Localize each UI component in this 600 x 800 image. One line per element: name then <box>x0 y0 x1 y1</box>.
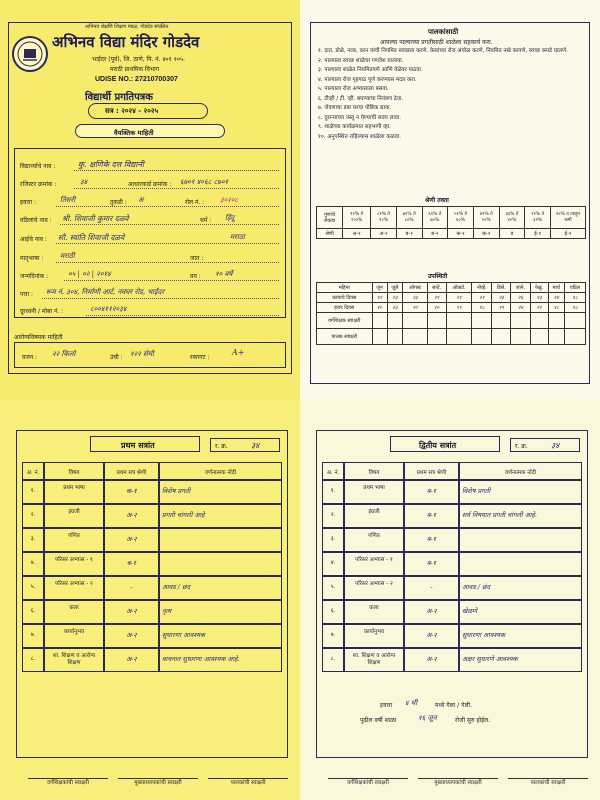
next-suffix: रोजी सुरु होईल. <box>455 717 491 724</box>
sem2-reg-box <box>510 438 580 452</box>
sem2-header-cell: विषय <box>344 462 404 480</box>
sem2-signatures <box>316 762 588 792</box>
sign-cell <box>492 313 511 329</box>
attendance-table <box>316 282 586 345</box>
sem2-signature-label: वर्गशिक्षकांची स्वाक्षरी <box>328 778 408 787</box>
rule-item: ३. पाल्याला शाळेत नियमितपणे आणि वेळेवर पाठवा. <box>318 67 423 73</box>
sem2-row-number: ४. <box>322 552 344 576</box>
rule-item: ९. शाळेच्या कार्यक्रमात सहभागी व्हा. <box>318 124 391 130</box>
month-header: जून <box>372 283 387 293</box>
grade-cell: ब-१ <box>396 229 422 239</box>
grade-cell: अ-१ <box>343 229 371 239</box>
sign-cell <box>548 313 564 329</box>
roll-value: ३०२०८ <box>220 196 239 204</box>
underline <box>74 188 279 189</box>
underline <box>56 243 279 244</box>
grade-row-label: गुणांचे शेकडा <box>317 207 343 229</box>
rule-item: ८. दुसऱ्याच्या वस्तू न घेण्याची सवय लावा. <box>318 114 401 121</box>
sem2-grade-cell: अ-२ <box>404 648 459 672</box>
health-title: आरोग्यविषयक माहिती <box>14 334 63 341</box>
sem2-note-cell <box>459 552 582 576</box>
grade-cell: ई-१ <box>525 229 551 239</box>
sign-cell <box>372 329 387 345</box>
sem1-grade-cell: अ-२ <box>104 648 159 672</box>
sem1-title-box <box>90 436 200 452</box>
working-days-cell: १८ <box>564 293 585 303</box>
sem1-subject-cell: कार्यानुभव <box>44 624 104 648</box>
sem1-grade-cell: क-१ <box>104 480 159 504</box>
sign-cell <box>564 329 585 345</box>
sem1-row-number: ५. <box>22 576 44 600</box>
grade-cell: क-२ <box>473 229 499 239</box>
sem2-subject-cell: शा. शिक्षण व आरोग्य शिक्षण <box>344 648 404 672</box>
sem1-note-cell: वाचनात सुधारणा आवश्यक आहे. <box>159 648 282 672</box>
label-father: वडिलांचे नाव : <box>20 217 52 224</box>
grade-cell: क-१ <box>448 229 474 239</box>
parents-subtitle: आपल्या पाल्याच्या प्रगतीसाठी शाळेला सहकार्य करा. <box>380 39 493 46</box>
dob-value: ०५ | ०२ | २०१४ <box>68 270 111 278</box>
month-header: सप्टें. <box>427 283 446 293</box>
sem1-grade-cell: अ-२ <box>104 600 159 624</box>
grade-cell: ई-२ <box>550 229 585 239</box>
sem1-note-cell: विशेष प्रगती <box>159 480 282 504</box>
month-header: महिना <box>317 283 373 293</box>
sem1-title: प्रथम सत्रांत <box>121 441 155 450</box>
sem2-signature-label: पालकांची स्वाक्षरी <box>508 778 588 787</box>
month-header: ऑगस्ट <box>403 283 427 293</box>
grade-range-cell: २०% व त्याहून कमी <box>550 207 585 229</box>
sem1-reg-label: र. क्र. <box>215 443 228 450</box>
front-page <box>0 0 300 400</box>
sem2-note-cell: सर्व विषयात प्रगती चांगली आहे. <box>459 504 582 528</box>
working-days-cell: १२ <box>372 293 387 303</box>
underline <box>74 170 279 171</box>
present-days-cell: १८ <box>548 303 564 313</box>
promo-prefix: इयत्ता <box>380 702 393 709</box>
sem1-note-cell <box>159 552 282 576</box>
grade-range-cell: २१% ते ३२% <box>525 207 551 229</box>
label-mother-tongue: मातृभाषा : <box>20 255 44 262</box>
sem1-signature-label: वर्गशिक्षकांची स्वाक्षरी <box>28 778 108 787</box>
sign-cell <box>446 329 472 345</box>
month-header: मार्च <box>548 283 564 293</box>
sem1-header-cell: विषय <box>44 462 104 480</box>
sem2-grade-cell: ब-१ <box>404 552 459 576</box>
sign-cell <box>511 313 530 329</box>
rule-item: ७. जेवणाचा डबा घरचा पौष्टिक द्यावा. <box>318 105 392 111</box>
sem2-signature-label: मुख्याध्यापकांची स्वाक्षरी <box>418 778 498 787</box>
sem1-note-cell: आवड / छंद <box>159 576 282 600</box>
grade-cell: ड <box>499 229 525 239</box>
label-division: तुकडी : <box>110 199 127 206</box>
underline <box>56 206 279 207</box>
next-date: १६ जून <box>418 714 437 722</box>
sem1-row-number: ३. <box>22 528 44 552</box>
sem2-row-number: ६. <box>322 600 344 624</box>
label-roll: रोल नं. : <box>185 199 205 206</box>
grade-range-cell: ८१% ते ९०% <box>371 207 397 229</box>
label-caste: जात : <box>190 255 204 262</box>
weight-value: २२ किलो <box>52 350 76 358</box>
row-label: कामाचे दिवस <box>317 293 373 303</box>
height-value: १२२ सेमी <box>130 350 154 358</box>
class-value: तिसरी <box>60 196 76 204</box>
sem2-title-box <box>390 436 500 452</box>
sign-cell <box>472 313 492 329</box>
label-age: वय : <box>190 273 201 280</box>
underline <box>60 224 279 225</box>
sign-cell <box>387 329 403 345</box>
label-blood: रक्तगट : <box>190 354 210 361</box>
sign-cell <box>530 313 548 329</box>
sem2-subject-cell: इंग्रजी <box>344 504 404 528</box>
aadhar-number: ६७०१ ४०६८ ८७०१ <box>180 178 229 186</box>
sem2-note-cell: खेळणे <box>459 600 582 624</box>
sem2-title: द्वितीय सत्रांत <box>419 441 457 450</box>
working-days-cell: २६ <box>511 293 530 303</box>
sem1-subject-cell: कला <box>44 600 104 624</box>
sem1-grade-cell: अ-२ <box>104 504 159 528</box>
promo-class: ४ थी <box>405 699 418 707</box>
division-value: अ <box>138 196 144 204</box>
sem2-note-cell: विशेष प्रगती <box>459 480 582 504</box>
grade-range-cell: ९१% ते १००% <box>343 207 371 229</box>
school-title: अभिनव विद्या मंदिर गोडदेव <box>52 33 200 51</box>
sem2-grade-cell: ब-१ <box>404 528 459 552</box>
sem2-subject-cell: परिसर अभ्यास - २ <box>344 576 404 600</box>
sign-cell <box>372 313 387 329</box>
caste-value: मराठा <box>230 233 245 241</box>
row-label: पालक स्वाक्षरी <box>317 329 373 345</box>
working-days-cell: २३ <box>492 293 511 303</box>
underline <box>42 298 279 299</box>
label-religion: धर्म : <box>200 217 212 224</box>
grade-range-cell: ६१% ते ७०% <box>422 207 448 229</box>
sem2-grade-cell: अ-२ <box>404 600 459 624</box>
sem2-subject-cell: परिसर अभ्यास - १ <box>344 552 404 576</box>
label-register: रजिस्टर क्रमांक : <box>20 181 57 188</box>
phone-value: ८००४११२०३४ <box>90 305 127 313</box>
sem2-note-cell <box>459 528 582 552</box>
present-days-cell: २३ <box>387 303 403 313</box>
present-days-cell: २० <box>427 303 446 313</box>
sem1-reg-box <box>210 438 280 452</box>
sem1-subject-cell: शा. शिक्षण व आरोग्य शिक्षण <box>44 648 104 672</box>
sem1-row-number: ७. <box>22 624 44 648</box>
sem1-grade-cell: ब-१ <box>104 552 159 576</box>
sem1-header-cell: वर्णनात्मक नोंदी <box>159 462 282 480</box>
label-class: इयत्ता : <box>20 199 37 206</box>
sem2-header-cell: वर्णनात्मक नोंदी <box>459 462 582 480</box>
sign-cell <box>492 329 511 345</box>
month-header: फेब्रु. <box>530 283 548 293</box>
sem1-header-cell: अ. नं. <box>22 462 44 480</box>
rule-item: १. दात, डोळे, नाक, कान यांची नियमित स्वच्छता करणे. केसांच्या रोज अंघोळ करणे, नियमित नखे कापणे, स्वच्छ कपडे घालणे. <box>318 48 568 54</box>
sign-cell <box>427 329 446 345</box>
sem2-grade-cell: - <box>404 576 459 600</box>
sign-cell <box>548 329 564 345</box>
working-days-cell: २३ <box>530 293 548 303</box>
working-days-cell: २१ <box>446 293 472 303</box>
sem2-row-number: ५. <box>322 576 344 600</box>
grade-table-title: श्रेणी तक्ता <box>425 197 449 204</box>
sem1-subject-cell: प्रथम भाषा <box>44 480 104 504</box>
register-number: ३४ <box>80 178 88 186</box>
month-header: डिसें. <box>492 283 511 293</box>
underline <box>86 315 279 316</box>
sem2-row-number: ८. <box>322 648 344 672</box>
sem1-note-cell: नृत्य <box>159 600 282 624</box>
sem1-subject-cell: परिसर अभ्यास - १ <box>44 552 104 576</box>
sem1-row-number: ४. <box>22 552 44 576</box>
sem1-reg-value: ३४ <box>251 441 260 450</box>
org-name: अभिनव शेक्षणि शिक्षण मंडळ, गोडदेव संचलित <box>85 24 169 30</box>
grade-cell: अ-२ <box>371 229 397 239</box>
sem1-note-cell <box>159 528 282 552</box>
label-dob: जन्मदिनांक : <box>20 273 49 280</box>
sign-cell <box>472 329 492 345</box>
sem1-row-number: ६. <box>22 600 44 624</box>
working-days-cell: २३ <box>387 293 403 303</box>
sem1-subject-cell: गणित <box>44 528 104 552</box>
present-days-cell: २२ <box>530 303 548 313</box>
sem2-subject-cell: कला <box>344 600 404 624</box>
present-days-cell: २० <box>403 303 427 313</box>
promo-suffix: मध्ये गेला / गेली. <box>435 702 472 709</box>
row-label: हजर दिवस <box>317 303 373 313</box>
address-value: रूम नं. ३०४, निर्माणी आर्ट, नवघर रोड, भाईंदर <box>46 288 165 296</box>
rule-item: २. पाल्याला स्वच्छ शाळेचा गणवेश घालावा. <box>318 57 404 64</box>
session-box <box>88 103 208 119</box>
rules-list <box>318 48 586 143</box>
sign-cell <box>403 329 427 345</box>
working-days-cell: २१ <box>427 293 446 303</box>
sem2-grade-cell: ब-१ <box>404 504 459 528</box>
religion-value: हिंदू <box>225 214 235 222</box>
label-aadhar: आधारकार्ड क्रमांक : <box>128 181 172 188</box>
school-address: भाईंदर (पूर्व), जि. ठाणे, पि. नं. ४०१ १०५. <box>92 56 185 63</box>
sem2-reg-value: ३४ <box>551 441 560 450</box>
sem2-note-cell: सुधारणा आवश्यक <box>459 624 582 648</box>
sign-cell <box>564 313 585 329</box>
department: मराठी प्राथमिक विभाग <box>110 66 160 73</box>
present-days-cell: १९ <box>446 303 472 313</box>
semester-2-page <box>300 400 600 800</box>
sem2-note-cell: अक्षर सुधारणे आवश्यक <box>459 648 582 672</box>
age-value: १० वर्षे <box>215 270 233 278</box>
label-address: पत्ता : <box>20 291 34 298</box>
grade-range-cell: ७१% ते ८०% <box>396 207 422 229</box>
parents-page <box>300 0 600 400</box>
present-days-cell: २४ <box>511 303 530 313</box>
row-label: वर्गशिक्षक स्वाक्षरी <box>317 313 373 329</box>
sign-cell <box>446 313 472 329</box>
student-name: कु. क्षणिके दत्त विद्यानी <box>78 160 144 169</box>
grade-row-label: श्रेणी <box>317 229 343 239</box>
label-weight: वजन : <box>22 354 38 361</box>
present-days-cell: १९ <box>492 303 511 313</box>
sem1-row-number: ८. <box>22 648 44 672</box>
month-header: जाने. <box>511 283 530 293</box>
school-logo-icon <box>12 36 48 72</box>
sem1-note-cell: सुधारणा आवश्यक <box>159 624 282 648</box>
parents-title: पालकांसाठी <box>428 28 459 36</box>
next-prefix: पुढील वर्षी शाळा <box>360 717 397 724</box>
sign-cell <box>427 313 446 329</box>
label-height: उंची : <box>110 354 123 361</box>
grade-range-cell: ४१% ते ५०% <box>473 207 499 229</box>
sem2-header-cell: अ. नं. <box>322 462 344 480</box>
report-title: विद्यार्थी प्रगतिपत्रक <box>85 92 153 103</box>
working-days-cell: २४ <box>548 293 564 303</box>
sem1-row-number: २. <box>22 504 44 528</box>
label-student-name: विद्यार्थ्याचे नाव : <box>20 163 56 170</box>
section-title: वैयक्तिक माहिती <box>114 129 154 137</box>
label-phone: दूरध्वनी / मोबा नं. : <box>20 308 64 315</box>
sem2-grade-cell: ब-१ <box>404 480 459 504</box>
rule-item: ४. पाल्याला रोज गृहपाठ पूर्ण करण्यास मदत करा. <box>318 76 417 83</box>
rule-item: ५. पाल्याला रोज अभ्यासाला बसवा. <box>318 86 389 92</box>
sem1-note-cell: प्रगती चांगली आहे <box>159 504 282 528</box>
sem1-signatures <box>16 762 288 792</box>
udise-number: UDISE NO.: 27210700307 <box>95 76 178 83</box>
working-days-cell: २१ <box>472 293 492 303</box>
mother-tongue: मराठी <box>60 252 75 260</box>
grade-range-cell: ३३% ते ४०% <box>499 207 525 229</box>
present-days-cell: १८ <box>472 303 492 313</box>
sign-cell <box>530 329 548 345</box>
blood-value: A+ <box>232 348 245 357</box>
rule-item: ६. टीव्ही / टी. व्ही. बघण्याचा नियंत्रण ठेवा. <box>318 95 404 102</box>
sem1-grade-cell: अ-२ <box>104 528 159 552</box>
sem2-row-number: २. <box>322 504 344 528</box>
underline <box>56 262 279 263</box>
present-days-cell: १८ <box>564 303 585 313</box>
sem1-grade-cell: अ-२ <box>104 624 159 648</box>
sign-cell <box>403 313 427 329</box>
semester-1-page <box>0 400 300 800</box>
month-header: नोव्हें. <box>472 283 492 293</box>
sem1-subject-cell: इंग्रजी <box>44 504 104 528</box>
grade-table <box>316 206 586 239</box>
attendance-title: उपस्थिती <box>428 273 448 280</box>
sem2-grade-cell: अ-२ <box>404 624 459 648</box>
sem2-header-cell: प्रथम सत्र श्रेणी <box>404 462 459 480</box>
section-box <box>75 124 225 138</box>
grade-cell: ब-२ <box>422 229 448 239</box>
grade-range-cell: ५१% ते ६०% <box>448 207 474 229</box>
sem2-reg-label: र. क्र. <box>515 443 528 450</box>
working-days-cell: २३ <box>403 293 427 303</box>
sem1-row-number: १. <box>22 480 44 504</box>
mother-name: सौ. स्वाति शिवाजी दळवे <box>58 233 125 242</box>
sem2-subject-cell: प्रथम भाषा <box>344 480 404 504</box>
sign-cell <box>511 329 530 345</box>
present-days-cell: १० <box>372 303 387 313</box>
sem1-signature-label: पालकांची स्वाक्षरी <box>208 778 288 787</box>
month-header: ऑक्टो. <box>446 283 472 293</box>
sem2-row-number: १. <box>322 480 344 504</box>
father-name: श्री. शिवाजी कुमार दळवे <box>62 214 129 223</box>
sem2-row-number: ३. <box>322 528 344 552</box>
session: सत्र : २०२४ - २०२५ <box>105 107 159 115</box>
sem2-subject-cell: कार्यानुभव <box>344 624 404 648</box>
sem1-subject-cell: परिसर अभ्यास - २ <box>44 576 104 600</box>
sem1-grade-cell: - <box>104 576 159 600</box>
month-header: एप्रिल <box>564 283 585 293</box>
sign-cell <box>387 313 403 329</box>
month-header: जुलै <box>387 283 403 293</box>
rule-item: १०. अनुपस्थित राहिल्यास शाळेला कळवा. <box>318 133 401 140</box>
underline <box>64 280 279 281</box>
sem2-note-cell: आवड / छंद <box>459 576 582 600</box>
sem1-header-cell: प्रथम सत्र श्रेणी <box>104 462 159 480</box>
label-mother: आईचे नाव : <box>20 236 47 243</box>
sem2-row-number: ७. <box>322 624 344 648</box>
sem2-subject-cell: गणित <box>344 528 404 552</box>
sem1-signature-label: मुख्याध्यापकांची स्वाक्षरी <box>118 778 198 787</box>
